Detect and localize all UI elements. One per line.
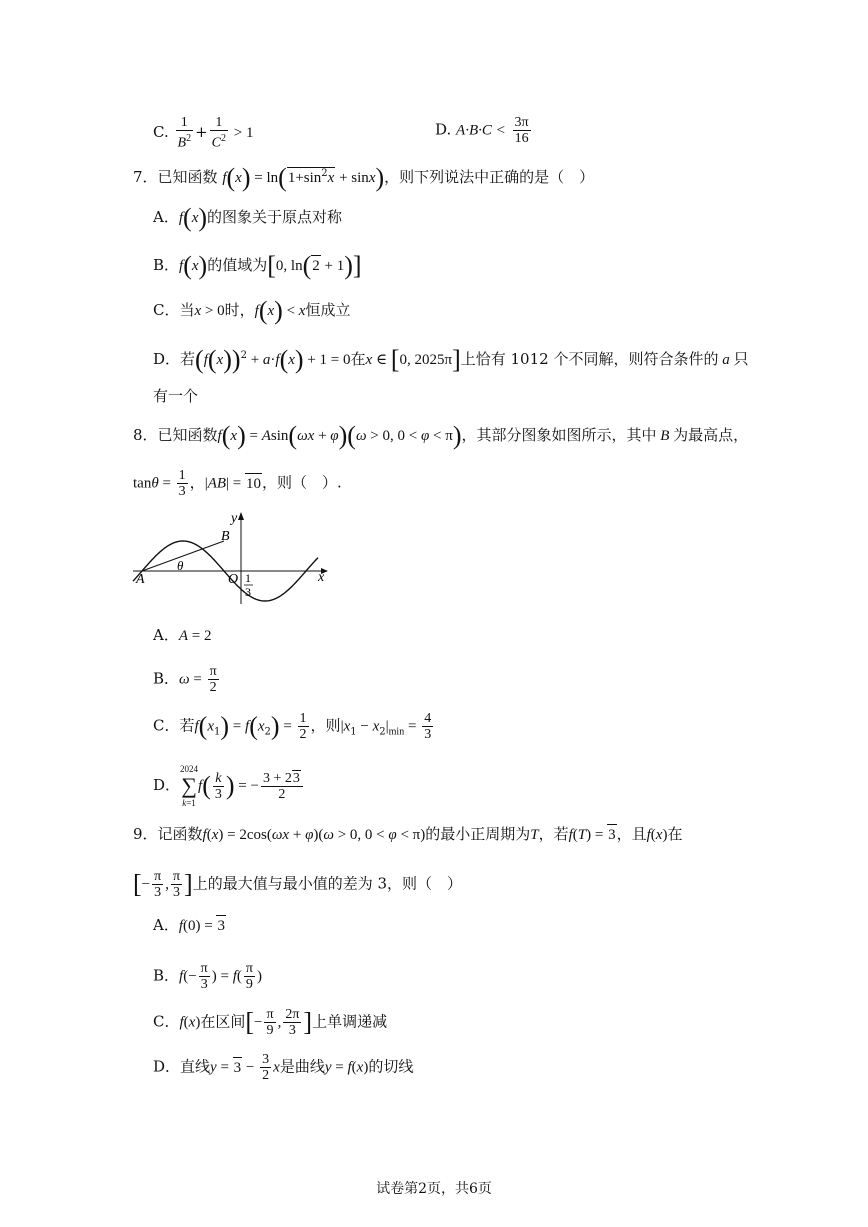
q8-option-c: C．若$f(x_1) = f(x_2)$ = $\frac{1}{2}$ ，则$|x_1 - x_2|_{min}$ = $\frac{4}{3}$ — [153, 711, 432, 742]
q7-option-c: C．当x > 0时，f(x) < x恒成立 — [153, 296, 351, 325]
theta-label: θ — [177, 558, 184, 573]
q9-option-d: D．直线y = 3 − $\frac{3}{2}$ x是曲线y = f(x)的切线 — [153, 1052, 414, 1083]
fraction: $\frac{1}{B^2}$ — [177, 115, 192, 151]
q9-option-a: A．f(0) = 3 — [153, 916, 225, 934]
page-footer: 试卷第2页，共6页 — [376, 1181, 492, 1197]
q6-option-c: C. $\frac{1}{B^2}$ + $\frac{1}{C^2}$ > 1 — [153, 115, 254, 151]
y-axis-arrow — [238, 512, 244, 520]
q7-option-a: A．f(x)的图象关于原点对称 — [153, 203, 343, 232]
q8-graph — [128, 508, 338, 610]
q8-option-a: A．A = 2 — [153, 626, 212, 644]
q8-option-d: D． 2024 ∑ k=1 f( $\frac{k}{3}$ ) = − $\frac{3 + 23}{2}$ — [153, 763, 305, 809]
x-label: x — [318, 570, 325, 585]
q7-stem: 7．已知函数 $f(x) = \ln(1+\sin^2x + \sin x)$，则下列说法中正确的是（ ） — [133, 163, 595, 192]
q9-stem-line2: [− $\frac{\pi}{3}$ , $\frac{\pi}{3}$ ]上的最大值与最小值的差为 3，则（ ） — [133, 869, 463, 900]
q7-option-d-cont: 有一个 — [153, 387, 199, 405]
tick-numerator: 1 — [245, 571, 251, 585]
q9-option-c: C．f(x)在区间[− $\frac{\pi}{9}$ , $\frac{2\pi}{3}$ ]上单调递减 — [153, 1007, 388, 1038]
q8-option-b: B．ω = $\frac{\pi}{2}$ — [153, 664, 217, 695]
q7-option-d: D．若$(f(x))^2 + a\cdot f(x) + 1 = 0$在x ∈ [0, 2025π]上恰有 1012 个不同解，则符合条件的 a 只 — [153, 345, 749, 374]
y-label: y — [231, 511, 238, 526]
q9-option-b: B．f(− $\frac{\pi}{3}$ ) = f( $\frac{\pi}{9}$ ) — [153, 961, 262, 992]
q6-option-d: D. A·B·C < $\frac{3\pi}{16}$ — [435, 115, 529, 146]
q9-stem: 9．记函数f(x) = 2cos(ωx + φ)(ω > 0, 0 < φ < π)的最小正周期为T，若f(T) = 3，且f(x)在 — [133, 825, 683, 843]
tick-denominator: 3 — [245, 585, 251, 599]
origin-label: O — [228, 572, 239, 587]
q7-option-b: B．f(x)的值域为[0, ln(2 + 1)] — [153, 251, 362, 280]
q8-stem-line2: tanθ = $\frac{1}{3}$ ，|AB| = 10，则（ ）. — [133, 468, 342, 499]
point-a-label: A — [136, 572, 145, 587]
q8-stem: 8．已知函数f(x) = Asin(ωx + φ)(ω > 0, 0 < φ < π)，其部分图象如图所示，其中 B 为最高点， — [133, 421, 749, 450]
point-b-label: B — [221, 529, 230, 544]
